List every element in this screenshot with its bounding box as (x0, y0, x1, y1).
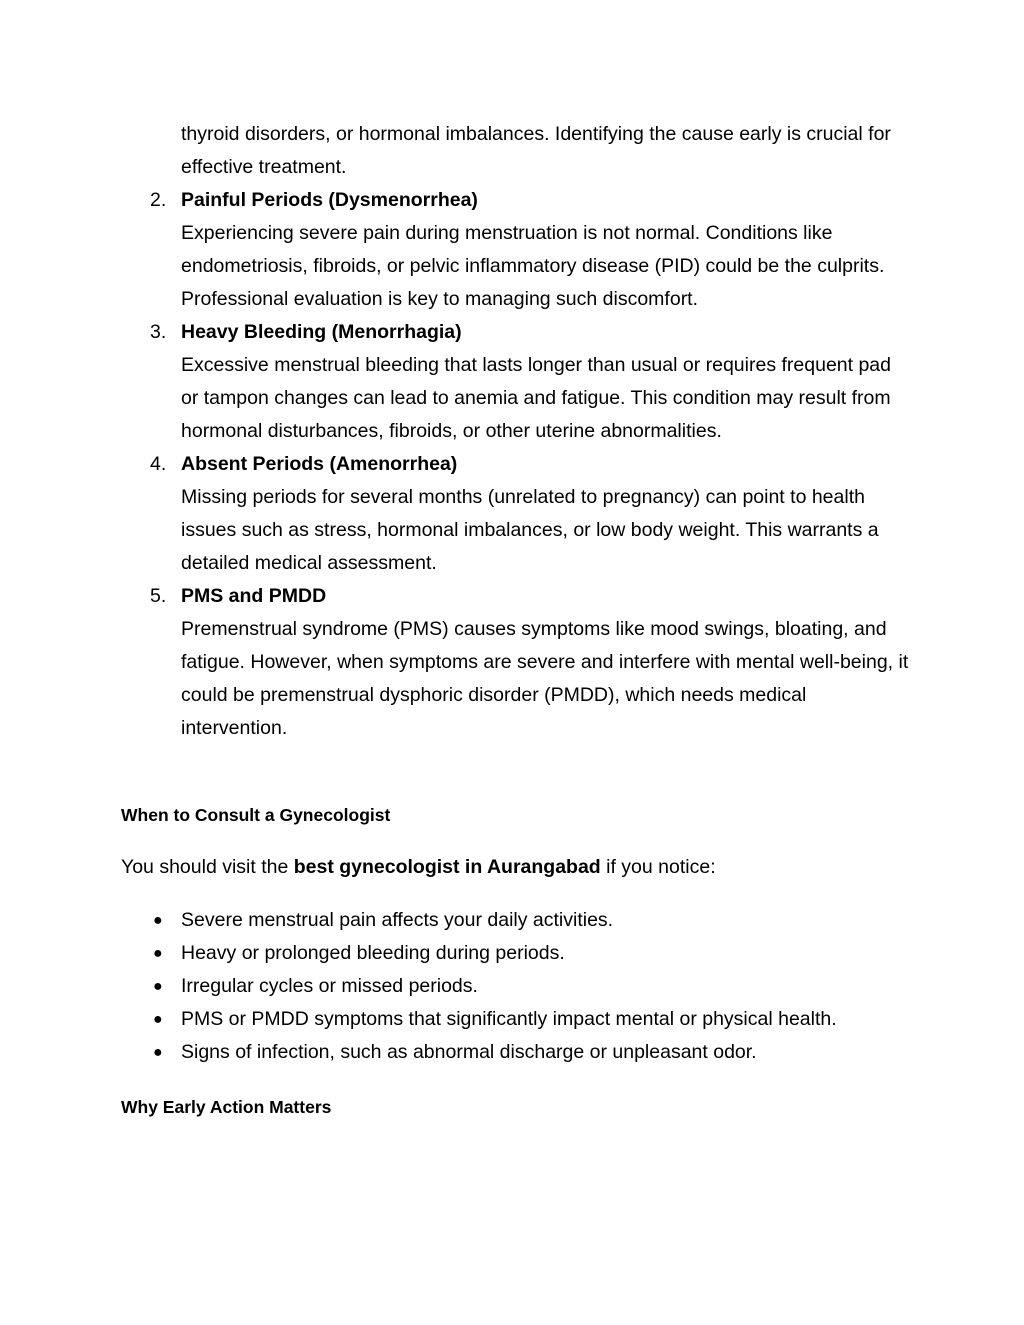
numbered-list (0, 118, 1024, 745)
bullet-dot-icon: ● (153, 912, 163, 929)
list-number: 4. (150, 453, 167, 475)
consult-intro-paragraph (121, 851, 716, 884)
bullet-dot-icon: ● (153, 945, 163, 962)
bullet-dot-icon: ● (153, 978, 163, 995)
bullet-text: PMS or PMDD symptoms that significantly impact mental or physical health. (181, 1008, 837, 1030)
list-item-title: Heavy Bleeding (Menorrhagia) (181, 321, 462, 343)
intro-text-after: if you notice: (600, 856, 716, 878)
list-item-body: Experiencing severe pain during menstruation is not normal. Conditions like endometriosis, fibroids, or pelvic inflammatory disease (PID) could be the culprits. Professional evaluation is key to managing such discomfort. (181, 222, 885, 310)
bullet-item (0, 970, 911, 1003)
bullet-text: Heavy or prolonged bleeding during periods. (181, 942, 565, 964)
symptom-bullet-list (0, 904, 1024, 1069)
list-number: 5. (150, 585, 167, 607)
bullet-item (0, 1003, 911, 1036)
bullet-item (0, 937, 911, 970)
bullet-text: Signs of infection, such as abnormal discharge or unpleasant odor. (181, 1041, 757, 1063)
list-item-body: Premenstrual syndrome (PMS) causes symptoms like mood swings, bloating, and fatigue. However, when symptoms are severe and interfere with mental well-being, it could be premenstrual dysphoric disorder (PMDD), which needs medical intervention. (181, 618, 909, 739)
list-item-heavy-bleeding (0, 316, 911, 448)
bullet-dot-icon: ● (153, 1044, 163, 1061)
list-number: 2. (150, 189, 167, 211)
list-item-body: Missing periods for several months (unrelated to pregnancy) can point to health issues such as stress, hormonal imbalances, or low body weight. This warrants a detailed medical assessment. (181, 486, 879, 574)
bullet-item (0, 904, 911, 937)
bullet-text: Irregular cycles or missed periods. (181, 975, 478, 997)
list-item-continued (0, 118, 911, 184)
bullet-dot-icon: ● (153, 1011, 163, 1028)
list-item-title: Absent Periods (Amenorrhea) (181, 453, 458, 475)
early-action-section-heading: Why Early Action Matters (121, 1097, 332, 1117)
intro-text-bold: best gynecologist in Aurangabad (293, 856, 601, 878)
list-item-title: PMS and PMDD (181, 585, 327, 607)
list-item-continued-text: thyroid disorders, or hormonal imbalances. Identifying the cause early is crucial for effective treatment. (181, 123, 891, 178)
bullet-item (0, 1036, 911, 1069)
list-number: 3. (150, 321, 167, 343)
list-item-absent-periods (0, 448, 911, 580)
list-item-body: Excessive menstrual bleeding that lasts longer than usual or requires frequent pad or tampon changes can lead to anemia and fatigue. This condition may result from hormonal disturbances, fibroids, or other uterine abnormalities. (181, 354, 891, 442)
list-item-painful-periods (0, 184, 911, 316)
consult-section-heading: When to Consult a Gynecologist (121, 805, 391, 825)
list-item-pms-pmdd (0, 580, 911, 745)
list-item-title: Painful Periods (Dysmenorrhea) (181, 189, 478, 211)
bullet-text: Severe menstrual pain affects your daily activities. (181, 909, 614, 931)
intro-text-before: You should visit the (121, 856, 294, 878)
